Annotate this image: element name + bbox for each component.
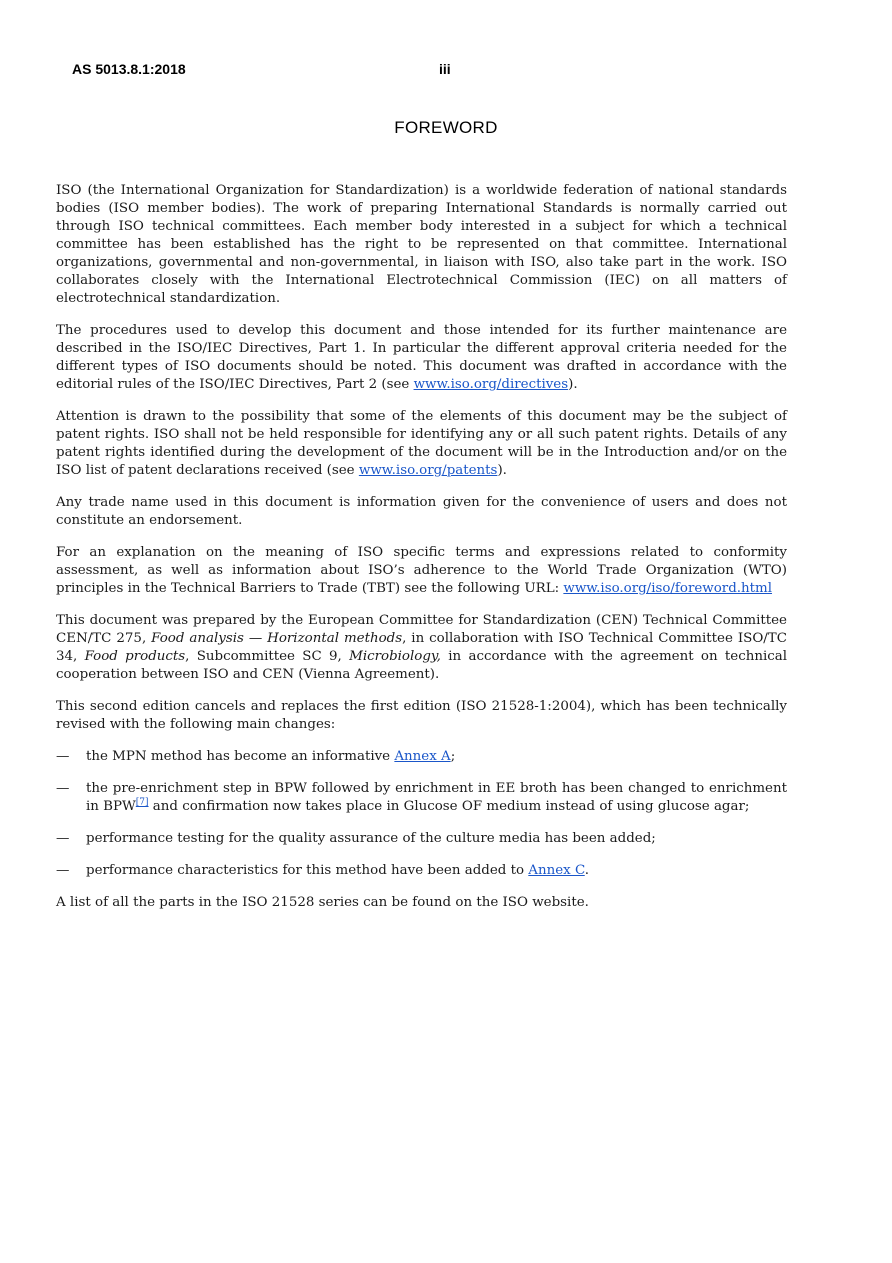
list-item: — performance testing for the quality assurance of the culture media has been added; (56, 831, 656, 846)
annex-a-link[interactable]: Annex A (394, 749, 451, 764)
dash-bullet: — (56, 863, 70, 878)
directives-link[interactable]: www.iso.org/directives (413, 377, 569, 392)
dash-bullet: — (56, 781, 70, 796)
page-number: iii (439, 61, 451, 77)
list-item: — the pre-enrichment step in BPW followed by enrichment in EE broth has been changed to enrichment in BPW[7] and confirmation now takes place in Glucose OF medium instead of using glucose agar; (56, 781, 787, 814)
paragraph-prepared-by: This document was prepared by the European Committee for Standardization (CEN) Technical Committee CEN/TC 275, Food analysis — Horizontal methods, in collaboration with ISO Technical Committee ISO/TC 34, Food products, Subcommittee SC 9, Microbiology, in accordance with the agreement on technical cooperation between ISO and CEN (Vienna Agreement). (56, 613, 787, 682)
reference-7-link[interactable]: [7] (135, 797, 149, 808)
paragraph-second-edition: This second edition cancels and replaces the first edition (ISO 21528-1:2004), which has been technically revised with the following main changes: (56, 699, 787, 732)
annex-c-link[interactable]: Annex C (528, 863, 585, 878)
standard-code: AS 5013.8.1:2018 (72, 61, 186, 77)
paragraph-conformity: For an explanation on the meaning of ISO specific terms and expressions related to conformity assessment, as well as information about ISO’s adherence to the World Trade Organization (WTO) principles in the Technical Barriers to Trade (TBT) see the following URL: www.iso.org/iso/foreword.html (56, 545, 787, 596)
changes-list (56, 748, 787, 880)
list-item: — the MPN method has become an informative Annex A; (56, 749, 456, 764)
paragraph-patents: Attention is drawn to the possibility that some of the elements of this document may be the subject of patent rights. ISO shall not be held responsible for identifying any or all such patent rights. Details of any patent rights identified during the development of the document will be in the Introduction and/or on the ISO list of patent declarations received (see www.iso.org/patents). (56, 409, 787, 478)
dash-bullet: — (56, 831, 70, 846)
dash-bullet: — (56, 749, 70, 764)
paragraph-iso-overview: ISO (the International Organization for Standardization) is a worldwide federation of national standards bodies (ISO member bodies). The work of preparing International Standards is normally carried out through ISO technical committees. Each member body interested in a subject for which a technical committee has been established has the right to be represented on that committee. International organizations, governmental and non-governmental, in liaison with ISO, also take part in the work. ISO collaborates closely with the International Electrotechnical Commission (IEC) on all matters of electrotechnical standardization. (56, 183, 787, 306)
foreword-body (56, 182, 787, 926)
patents-link[interactable]: www.iso.org/patents (358, 463, 498, 478)
paragraph-series-list: A list of all the parts in the ISO 21528 series can be found on the ISO website. (56, 895, 589, 910)
page-title: FOREWORD (394, 118, 498, 137)
list-item: — performance characteristics for this method have been added to Annex C. (56, 863, 589, 878)
paragraph-trade-name: Any trade name used in this document is information given for the convenience of users and does not constitute an endorsement. (56, 495, 787, 528)
paragraph-procedures: The procedures used to develop this document and those intended for its further maintenance are described in the ISO/IEC Directives, Part 1. In particular the different approval criteria needed for the different types of ISO documents should be noted. This document was drafted in accordance with the editorial rules of the ISO/IEC Directives, Part 2 (see www.iso.org/directives). (56, 323, 787, 392)
foreword-url-link[interactable]: www.iso.org/iso/foreword.html (563, 581, 773, 596)
